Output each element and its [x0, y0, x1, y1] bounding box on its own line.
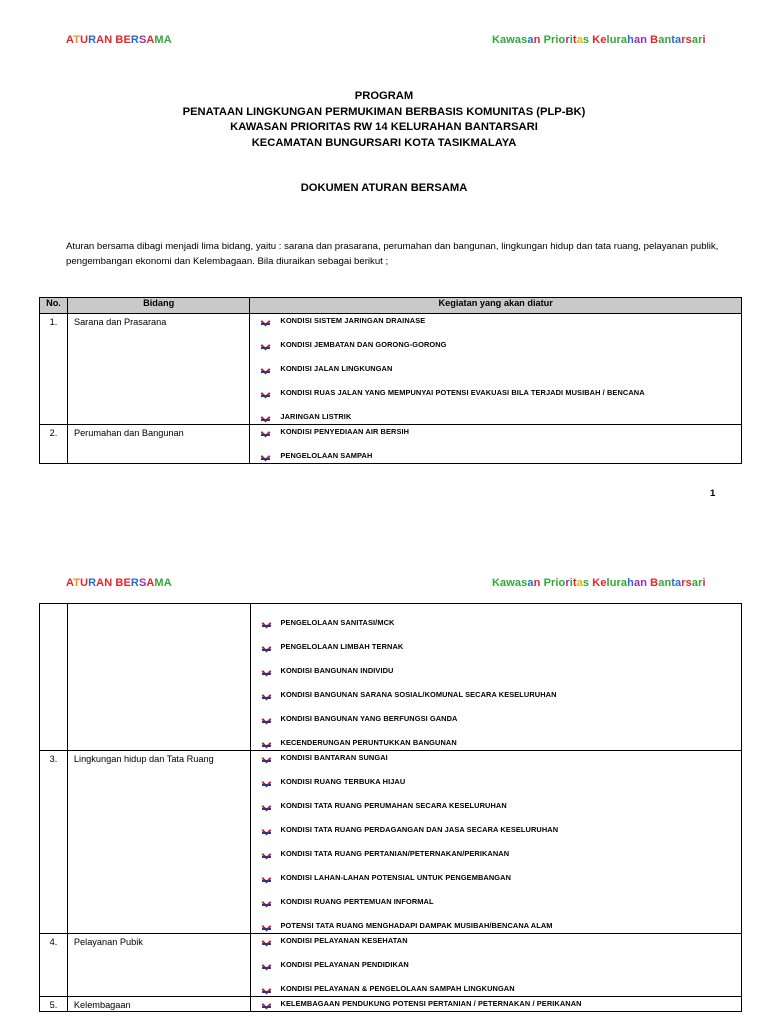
bullet-arrow-icon	[262, 649, 271, 651]
table-row	[40, 604, 742, 751]
bullet-arrow-icon	[261, 458, 270, 460]
header-right-title: Kawasan Prioritas Kelurahan Bantarsari	[492, 577, 706, 589]
bullet-arrow-icon	[262, 760, 271, 762]
row-number: 1.	[40, 314, 68, 425]
kegiatan-item: KONDISI RUANG PERTEMUAN INFORMAL	[263, 897, 741, 921]
bullet-arrow-icon	[261, 395, 270, 397]
bullet-arrow-icon	[262, 808, 271, 810]
row-number: 3.	[40, 751, 68, 934]
intro-paragraph: Aturan bersama dibagi menjadi lima bidang, yaitu : sarana dan prasarana, perumahan dan bangunan, lingkungan hidup dan tata ruang, pelayanan publik, pengembangan ekonomi dan Kelembagaan. Bila diuraikan sebagai berikut ;	[66, 241, 719, 267]
row-kegiatan	[250, 751, 741, 934]
table-row	[40, 997, 742, 1012]
row-bidang: Kelembagaan	[67, 997, 250, 1012]
page-number: 1	[710, 488, 716, 499]
row-number: 4.	[40, 934, 68, 997]
bullet-arrow-icon	[262, 673, 271, 675]
row-kegiatan	[250, 997, 741, 1012]
table-header-row	[40, 298, 742, 314]
row-kegiatan	[250, 604, 741, 751]
bullet-arrow-icon	[262, 832, 271, 834]
bullet-arrow-icon	[261, 434, 270, 436]
bullet-arrow-icon	[262, 856, 271, 858]
bullet-arrow-icon	[262, 928, 271, 930]
bullet-arrow-icon	[262, 625, 271, 627]
bullet-arrow-icon	[261, 323, 270, 325]
kegiatan-list	[250, 316, 741, 424]
bullet-arrow-icon	[262, 991, 271, 993]
kegiatan-item: KONDISI TATA RUANG PERDAGANGAN DAN JASA SECARA KESELURUHAN	[263, 825, 741, 849]
kegiatan-item: KONDISI BANGUNAN SARANA SOSIAL/KOMUNAL SECARA KESELURUHAN	[263, 690, 741, 714]
kegiatan-item: KONDISI PELAYANAN KESEHATAN	[263, 936, 741, 960]
title-line: KAWASAN PRIORITAS RW 14 KELURAHAN BANTARSARI	[230, 121, 538, 133]
kegiatan-item: PENGELOLAAN SAMPAH	[262, 451, 741, 463]
kegiatan-list	[251, 753, 741, 933]
document-title: DOKUMEN ATURAN BERSAMA	[300, 182, 468, 194]
kegiatan-item: KONDISI BANGUNAN YANG BERFUNGSI GANDA	[263, 714, 741, 738]
kegiatan-item: KONDISI RUANG TERBUKA HIJAU	[263, 777, 741, 801]
kegiatan-item: KONDISI PELAYANAN & PENGELOLAAN SAMPAH LINGKUNGAN	[263, 984, 741, 996]
program-title-block	[0, 89, 768, 151]
kegiatan-item: POTENSI TATA RUANG MENGHADAPI DAMPAK MUSIBAH/BENCANA ALAM	[263, 921, 741, 933]
bullet-arrow-icon	[261, 347, 270, 349]
row-bidang: Perumahan dan Bangunan	[67, 425, 249, 464]
bullet-arrow-icon	[261, 419, 270, 421]
bullet-arrow-icon	[262, 943, 271, 945]
row-bidang: Lingkungan hidup dan Tata Ruang	[67, 751, 250, 934]
bullet-arrow-icon	[262, 721, 271, 723]
row-kegiatan	[250, 314, 742, 425]
kegiatan-item: JARINGAN LISTRIK	[262, 412, 741, 424]
row-kegiatan	[250, 425, 742, 464]
kegiatan-item: PENGELOLAAN SANITASI/MCK	[263, 618, 741, 642]
row-bidang	[67, 604, 250, 751]
title-line: KECAMATAN BUNGURSARI KOTA TASIKMALAYA	[251, 136, 517, 149]
kegiatan-item: KONDISI JEMBATAN DAN GORONG-GORONG	[262, 340, 741, 364]
row-number	[40, 604, 68, 751]
bullet-arrow-icon	[261, 371, 270, 373]
kegiatan-item: KONDISI RUAS JALAN YANG MEMPUNYAI POTENSI EVAKUASI BILA TERJADI MUSIBAH / BENCANA	[262, 388, 741, 412]
header-bidang: Bidang	[67, 298, 249, 314]
page-gap	[0, 540, 768, 570]
kegiatan-item: KONDISI JALAN LINGKUNGAN	[262, 364, 741, 388]
kegiatan-item: KONDISI LAHAN-LAHAN POTENSIAL UNTUK PENGEMBANGAN	[263, 873, 741, 897]
kegiatan-item: KONDISI BANTARAN SUNGAI	[263, 753, 741, 777]
kegiatan-item: KONDISI TATA RUANG PERUMAHAN SECARA KESELURUHAN	[263, 801, 741, 825]
bullet-arrow-icon	[262, 784, 271, 786]
kegiatan-list	[251, 999, 741, 1011]
kegiatan-item: KONDISI TATA RUANG PERTANIAN/PETERNAKAN/PERIKANAN	[263, 849, 741, 873]
kegiatan-list	[251, 618, 741, 750]
table-row	[40, 751, 742, 934]
header-left-title: ATURAN BERSAMA	[66, 34, 172, 46]
header-no: No.	[40, 298, 68, 314]
row-kegiatan	[250, 934, 741, 997]
bullet-arrow-icon	[262, 1006, 271, 1008]
kegiatan-item: KELEMBAGAAN PENDUKUNG POTENSI PERTANIAN / PETERNAKAN / PERIKANAN	[263, 999, 741, 1011]
title-line: PROGRAM	[354, 90, 414, 102]
row-bidang: Sarana dan Prasarana	[67, 314, 249, 425]
kegiatan-item: KECENDERUNGAN PERUNTUKKAN BANGUNAN	[263, 738, 741, 750]
table-row	[40, 425, 742, 464]
rules-table-page-1	[39, 297, 742, 464]
header-right-title: Kawasan Prioritas Kelurahan Bantarsari	[492, 34, 706, 46]
bullet-arrow-icon	[262, 967, 271, 969]
bullet-arrow-icon	[262, 880, 271, 882]
bullet-arrow-icon	[262, 745, 271, 747]
header-kegiatan: Kegiatan yang akan diatur	[250, 298, 742, 314]
row-number: 5.	[40, 997, 68, 1012]
table-row	[40, 934, 742, 997]
kegiatan-item: KONDISI PENYEDIAAN AIR BERSIH	[262, 427, 741, 451]
row-number: 2.	[40, 425, 68, 464]
kegiatan-item: KONDISI SISTEM JARINGAN DRAINASE	[262, 316, 741, 340]
rules-table-page-2	[39, 603, 742, 1012]
kegiatan-item: PENGELOLAAN LIMBAH TERNAK	[263, 642, 741, 666]
kegiatan-item: KONDISI BANGUNAN INDIVIDU	[263, 666, 741, 690]
kegiatan-item: KONDISI PELAYANAN PENDIDIKAN	[263, 960, 741, 984]
table-row	[40, 314, 742, 425]
header-left-title: ATURAN BERSAMA	[66, 577, 172, 589]
kegiatan-list	[250, 427, 741, 463]
kegiatan-list	[251, 936, 741, 996]
title-line: PENATAAN LINGKUNGAN PERMUKIMAN BERBASIS KOMUNITAS (PLP-BK)	[182, 105, 586, 118]
bullet-arrow-icon	[262, 697, 271, 699]
row-bidang: Pelayanan Pubik	[67, 934, 250, 997]
bullet-arrow-icon	[262, 904, 271, 906]
